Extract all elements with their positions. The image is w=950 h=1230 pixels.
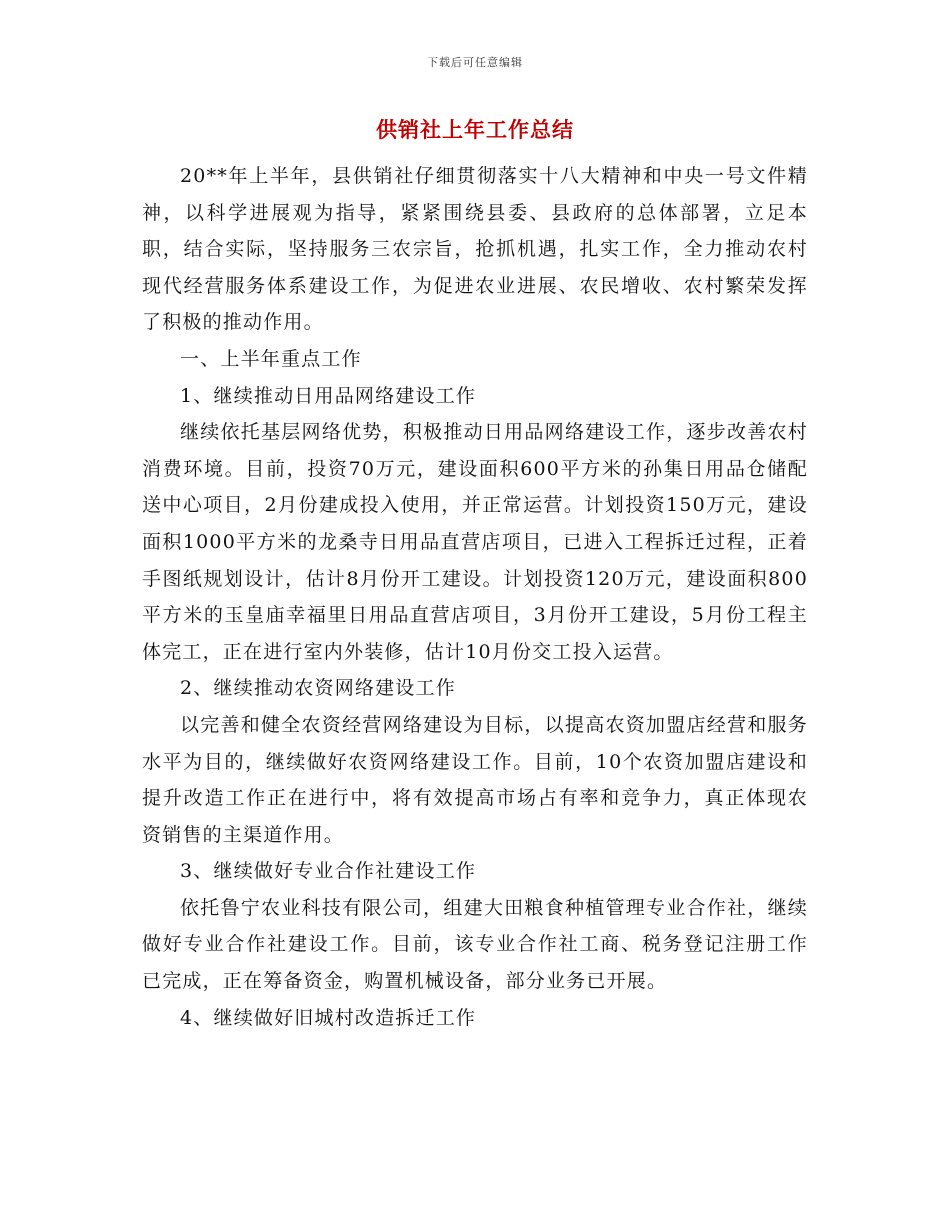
header-note: 下载后可任意编辑 [427, 56, 523, 69]
subheading-2: 2、继续推动农资网络建设工作 [180, 677, 456, 700]
paragraph-agri-supplies: 以完善和健全农资经营网络建设为目标，以提高农资加盟店经营和服务水平为目的，继续做好农资网络建设工作。目前，10个农资加盟店建设和提升改造工作正在进行中，将有效提高市场占有率和竞争力，真正体现农资销售的主渠道作用。 [142, 713, 808, 846]
document-body [142, 158, 808, 1036]
subheading-1: 1、继续推动日用品网络建设工作 [180, 384, 477, 407]
document-title: 供销社上年工作总结 [376, 118, 574, 142]
paragraph-daily-goods: 继续依托基层网络优势，积极推动日用品网络建设工作，逐步改善农村消费环境。目前，投资70万元，建设面积600平方米的孙集日用品仓储配送中心项目，2月份建成投入使用，并正常运营。计划投资150万元，建设面积1000平方米的龙桑寺日用品直营店项目，已进入工程拆迁过程，正着手图纸规划设计，估计8月份开工建设。计划投资120万元，建设面积800平方米的玉皇庙幸福里日用品直营店项目，3月份开工建设，5月份工程主体完工，正在进行室内外装修，估计10月份交工投入运营。 [142, 421, 808, 663]
section-heading-1: 一、上半年重点工作 [180, 347, 362, 370]
subheading-4: 4、继续做好旧城村改造拆迁工作 [180, 1006, 477, 1029]
paragraph-cooperative: 依托鲁宁农业科技有限公司，组建大田粮食种植管理专业合作社，继续做好专业合作社建设工作。目前，该专业合作社工商、税务登记注册工作已完成，正在筹备资金，购置机械设备，部分业务已开展。 [142, 896, 808, 993]
subheading-3: 3、继续做好专业合作社建设工作 [180, 860, 477, 883]
paragraph-intro: 20**年上半年，县供销社仔细贯彻落实十八大精神和中央一号文件精神，以科学进展观为指导，紧紧围绕县委、县政府的总体部署，立足本职，结合实际，坚持服务三农宗旨，抢抓机遇，扎实工作，全力推动农村现代经营服务体系建设工作，为促进农业进展、农民增收、农村繁荣发挥了积极的推动作用。 [142, 165, 808, 334]
